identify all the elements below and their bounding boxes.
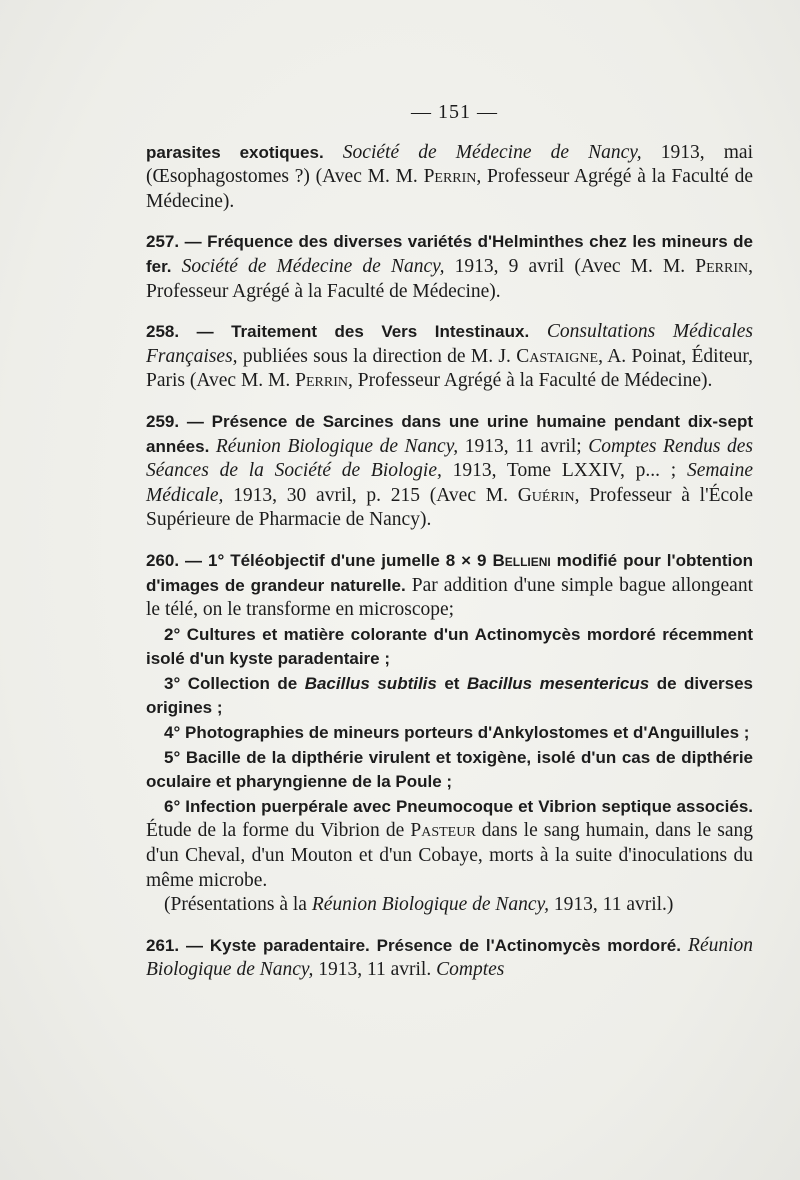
author-name: Guérin <box>517 484 575 506</box>
journal-name: Réunion Biologique de Nancy, <box>215 435 459 457</box>
entry-260-item-1: 260. — 1° Téléobjectif d'une jumelle 8 × 9 Bellieni modifié pour l'obtention d'images de grandeur naturelle. Par addition d'une simple bague allongeant le télé, on le transforme en microscope; <box>146 550 753 621</box>
entry-number: 258. <box>146 322 180 342</box>
journal-name: Société de Médecine de Nancy, <box>342 141 642 163</box>
entry-260-presentations: (Présentations à la Réunion Biologique de Nancy, 1913, 11 avril.) <box>164 894 674 916</box>
entry-259: 259. — Présence de Sarcines dans une urine humaine pendant dix-sept années. Réunion Biologique de Nancy, 1913, 11 avril; Comptes Rendus des Séances de la Société de Biologie, 1913, Tome LXXIV, p... ; Semaine Médicale, 1913, 30 avril, p. 215 (Avec M. Guérin, Professeur à l'École Supérieure de Pharmacie de Nancy). <box>146 411 754 531</box>
entry-260-item-2: 2° Cultures et matière colorante d'un Actinomycès mordoré récemment isolé d'un kyste paradentaire ; <box>146 624 753 669</box>
species-name: Bacillus subtilis <box>304 673 437 693</box>
entry-260-item-4: 4° Photographies de mineurs porteurs d'Ankylostomes et d'Anguillules ; <box>164 723 750 743</box>
author-name: Bellieni <box>492 550 551 570</box>
journal-name: Semaine Médicale, <box>146 460 753 506</box>
journal-name: Comptes <box>436 959 505 981</box>
author-name: Castaigne <box>516 345 599 367</box>
entry-title: — Traitement des Vers Intestinaux. <box>179 322 530 342</box>
continued-entry: parasites exotiques. Société de Médecine de Nancy, 1913, mai (Œsophagostomes ?) (Avec M. M. Perrin, Professeur Agrégé à la Faculté de Médecine). <box>146 141 753 212</box>
entry-261: 261. — Kyste paradentaire. Présence de l'Actinomycès mordoré. Réunion Biologique de Nancy, 1913, 11 avril. Comptes <box>146 934 754 981</box>
journal-name: Réunion Biologique de Nancy, <box>311 894 550 916</box>
entry-number: 259. <box>146 411 180 431</box>
journal-name: Comptes Rendus des Séances de la Société de Biologie, <box>146 435 754 482</box>
entry-number: 257. <box>146 232 180 252</box>
entry-260 <box>146 549 753 918</box>
entry-260-item-6: 6° Infection puerpérale avec Pneumocoque et Vibrion septique associés. Étude de la forme du Vibrion de Pasteur dans le sang humain, dans le sang d'un Cheval, d'un Mouton et d'un Cobaye, morts à la suite d'inoculations du même microbe. <box>146 796 753 891</box>
entry-number: 261. <box>146 935 180 955</box>
author-name: Pasteur <box>410 820 476 842</box>
entry-258: 258. — Traitement des Vers Intestinaux. Consultations Médicales Françaises, publiées sous la direction de M. J. Castaigne, A. Poinat, Éditeur, Paris (Avec M. M. Perrin, Professeur Agrégé à la Faculté de Médecine). <box>146 321 754 392</box>
entry-260-item-3: 3° Collection de Bacillus subtilis et Bacillus mesentericus de diverses origines ; <box>146 673 753 718</box>
entry-257: 257. — Fréquence des diverses variétés d'Helminthes chez les mineurs de fer. Société de Médecine de Nancy, 1913, 9 avril (Avec M. M. Perrin, Professeur Agrégé à la Faculté de Médecine). <box>146 232 753 302</box>
entry-title: — Kyste paradentaire. Présence de l'Actinomycès mordoré. <box>179 935 681 955</box>
journal-name: Consultations Médicales Françaises, <box>146 321 753 367</box>
entry-260-item-5: 5° Bacille de la dipthérie virulent et toxigène, isolé d'un cas de dipthérie oculaire et pharyngienne de la Poule ; <box>146 747 753 792</box>
journal-name: Société de Médecine de Nancy, <box>181 255 445 277</box>
page-text <box>146 100 753 999</box>
journal-name: Réunion Biologique de Nancy, <box>146 934 754 981</box>
species-name: Bacillus mesentericus <box>466 673 650 693</box>
entry-title: — Présence de Sarcines dans une urine humaine pendant dix-sept années. <box>146 411 753 456</box>
page-number: — 151 — <box>411 101 498 123</box>
entry-title: — Fréquence des diverses variétés d'Helminthes chez les mineurs de fer. <box>146 232 753 276</box>
author-name: Perrin <box>295 370 348 392</box>
author-name: Perrin <box>695 255 749 277</box>
author-name: Perrin <box>423 166 477 188</box>
entry-title: parasites exotiques. <box>146 142 324 162</box>
entry-number: 260. <box>146 550 180 570</box>
